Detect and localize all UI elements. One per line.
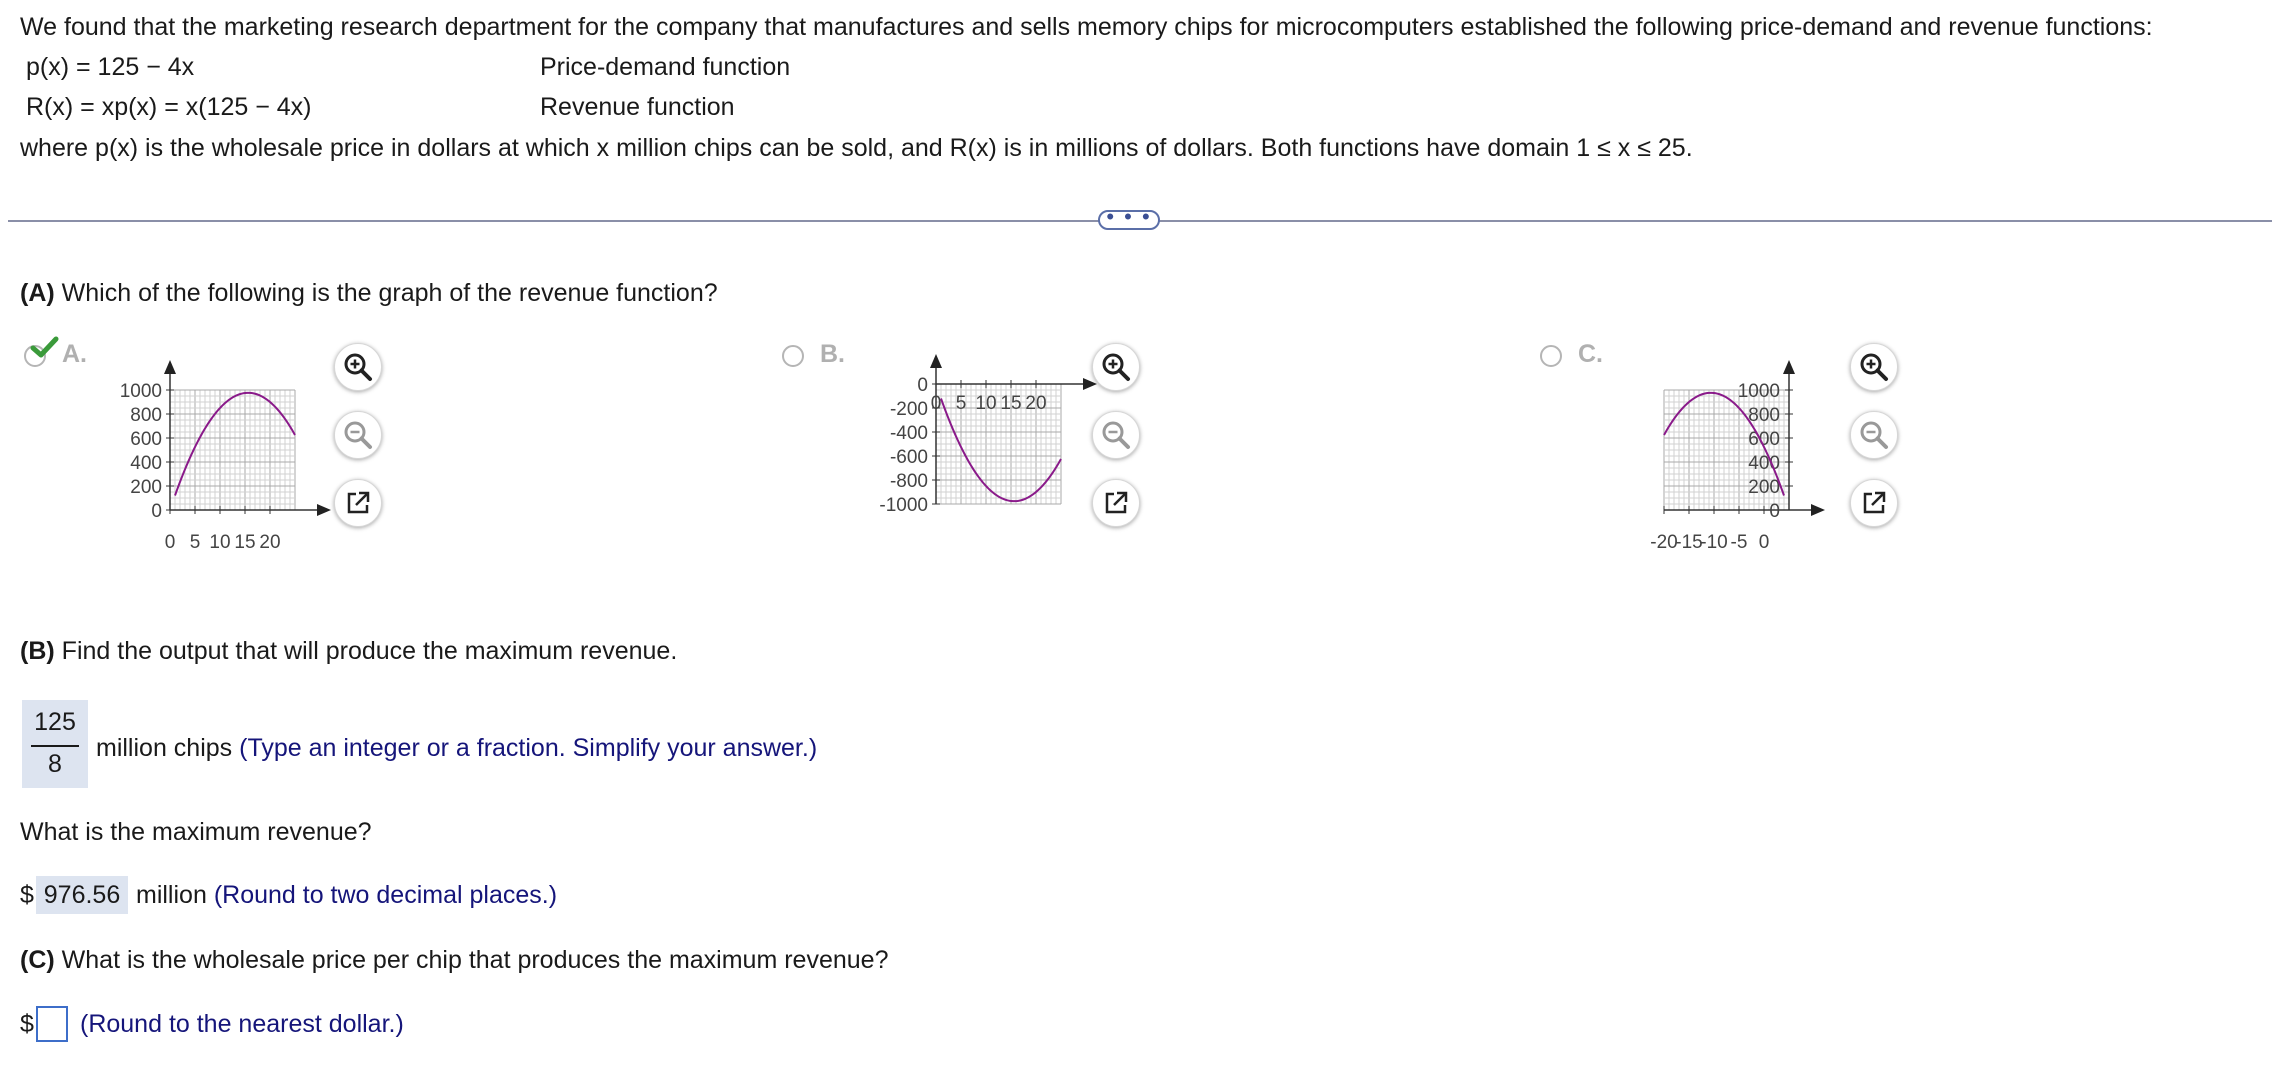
y-tick-label: 800 <box>1748 405 1780 426</box>
revenue-unit: million <box>136 881 207 909</box>
x-tick-label: -10 <box>1700 532 1728 553</box>
choice-b-radio[interactable] <box>782 345 804 367</box>
fraction-bar <box>31 745 79 747</box>
more-button[interactable]: • • • <box>1098 210 1160 230</box>
revenue-label: Revenue function <box>540 93 735 121</box>
zoom-out-icon <box>343 420 373 450</box>
y-tick-label: 400 <box>130 453 162 474</box>
choice-b-letter[interactable]: B. <box>820 340 845 368</box>
x-tick-label: 15 <box>234 532 256 553</box>
y-tick-label: 400 <box>1748 453 1780 474</box>
zoom-in-icon <box>1859 352 1889 382</box>
intro-paragraph: We found that the marketing research department for the company that manufactures and sells memory chips for microcomputers established the following price-demand and revenue functions: <box>20 13 2153 41</box>
y-tick-label: -400 <box>889 423 928 444</box>
part-a-text: Which of the following is the graph of the revenue function? <box>61 279 718 307</box>
open-new-window-icon <box>344 489 372 517</box>
choice-b-zoom-in-button[interactable] <box>1092 343 1140 391</box>
open-new-window-icon <box>1102 489 1130 517</box>
x-tick-label: 0 <box>1758 532 1770 553</box>
choice-a-zoom-in-button[interactable] <box>334 343 382 391</box>
check-icon <box>30 336 60 360</box>
x-tick-label: 20 <box>1025 393 1047 414</box>
price-demand-label: Price-demand function <box>540 53 791 81</box>
revenue-dollar-sign: $ <box>20 881 34 909</box>
choice-a-graph[interactable] <box>96 342 336 558</box>
choice-a-open-window-button[interactable] <box>334 479 382 527</box>
y-tick-label: -600 <box>889 447 928 468</box>
zoom-in-icon <box>1101 352 1131 382</box>
x-tick-label: 5 <box>189 532 201 553</box>
y-tick-label: 200 <box>1748 477 1780 498</box>
x-axis-arrow <box>317 504 331 516</box>
y-axis-arrow <box>1783 360 1795 374</box>
x-tick-label: 5 <box>955 393 967 414</box>
x-tick-label: -20 <box>1650 532 1678 553</box>
max-revenue-answer-box[interactable]: 976.56 <box>36 876 128 914</box>
output-unit: million chips <box>96 734 233 762</box>
answer-numerator: 125 <box>34 708 76 736</box>
max-revenue-question: What is the maximum revenue? <box>20 818 372 846</box>
revenue-equation: R(x) = xp(x) = x(125 − 4x) <box>26 93 312 121</box>
y-tick-label: -1000 <box>879 495 928 516</box>
x-tick-label: 15 <box>1000 393 1022 414</box>
zoom-out-icon <box>1101 420 1131 450</box>
part-c-label: (C) <box>20 946 55 974</box>
choice-c-open-window-button[interactable] <box>1850 479 1898 527</box>
part-a-question <box>20 278 718 308</box>
choice-a-zoom-out-button[interactable] <box>334 411 382 459</box>
part-b-text: Find the output that will produce the maximum revenue. <box>61 637 678 665</box>
answer-denominator: 8 <box>48 750 62 778</box>
output-answer-box[interactable] <box>22 700 88 788</box>
revenue-hint: (Round to two decimal places.) <box>213 881 558 909</box>
y-tick-label: -800 <box>889 471 928 492</box>
price-dollar-sign: $ <box>20 1010 34 1038</box>
choice-c-radio[interactable] <box>1540 345 1562 367</box>
revenue-answer-row <box>136 880 557 910</box>
output-answer-row <box>96 733 817 763</box>
y-tick-label: 0 <box>917 375 928 396</box>
x-axis-arrow <box>1811 504 1825 516</box>
y-tick-label: 200 <box>130 477 162 498</box>
choice-b-zoom-out-button[interactable] <box>1092 411 1140 459</box>
choice-b-open-window-button[interactable] <box>1092 479 1140 527</box>
choice-a-letter[interactable]: A. <box>62 340 87 368</box>
x-tick-label: 0 <box>164 532 176 553</box>
open-new-window-icon <box>1860 489 1888 517</box>
y-tick-label: 600 <box>1748 429 1780 450</box>
zoom-in-icon <box>343 352 373 382</box>
zoom-out-icon <box>1859 420 1889 450</box>
y-tick-label: 600 <box>130 429 162 450</box>
part-c-question <box>20 945 888 975</box>
part-b-question <box>20 636 677 666</box>
choice-b-graph[interactable] <box>852 342 1092 532</box>
choice-c-zoom-out-button[interactable] <box>1850 411 1898 459</box>
output-hint: (Type an integer or a fraction. Simplify your answer.) <box>239 734 818 762</box>
price-answer-input[interactable] <box>36 1006 68 1042</box>
y-tick-label: 0 <box>1769 501 1780 522</box>
x-tick-label: 10 <box>209 532 231 553</box>
price-demand-equation: p(x) = 125 − 4x <box>26 53 195 81</box>
y-tick-label: 0 <box>151 501 162 522</box>
choice-c-letter[interactable]: C. <box>1578 340 1603 368</box>
y-axis-arrow <box>164 360 176 374</box>
part-c-text: What is the wholesale price per chip that produces the maximum revenue? <box>61 946 889 974</box>
y-tick-label: 800 <box>130 405 162 426</box>
x-tick-label: 20 <box>259 532 281 553</box>
y-tick-label: 1000 <box>119 381 162 402</box>
price-hint: (Round to the nearest dollar.) <box>80 1010 404 1038</box>
y-tick-label: -200 <box>889 399 928 420</box>
choice-c-zoom-in-button[interactable] <box>1850 343 1898 391</box>
part-b-label: (B) <box>20 637 55 665</box>
x-tick-label: -5 <box>1730 532 1748 553</box>
y-axis-arrow <box>930 354 942 368</box>
x-tick-label: -15 <box>1675 532 1703 553</box>
part-a-label: (A) <box>20 279 55 307</box>
choice-c-graph[interactable] <box>1640 342 1860 558</box>
x-tick-label: 10 <box>975 393 997 414</box>
x-tick-label: 0 <box>930 393 942 414</box>
y-tick-label: 1000 <box>1737 381 1780 402</box>
domain-statement: where p(x) is the wholesale price in dollars at which x million chips can be sold, and R(x) is in millions of dollars. Both functions have domain 1 ≤ x ≤ 25. <box>20 134 1693 162</box>
